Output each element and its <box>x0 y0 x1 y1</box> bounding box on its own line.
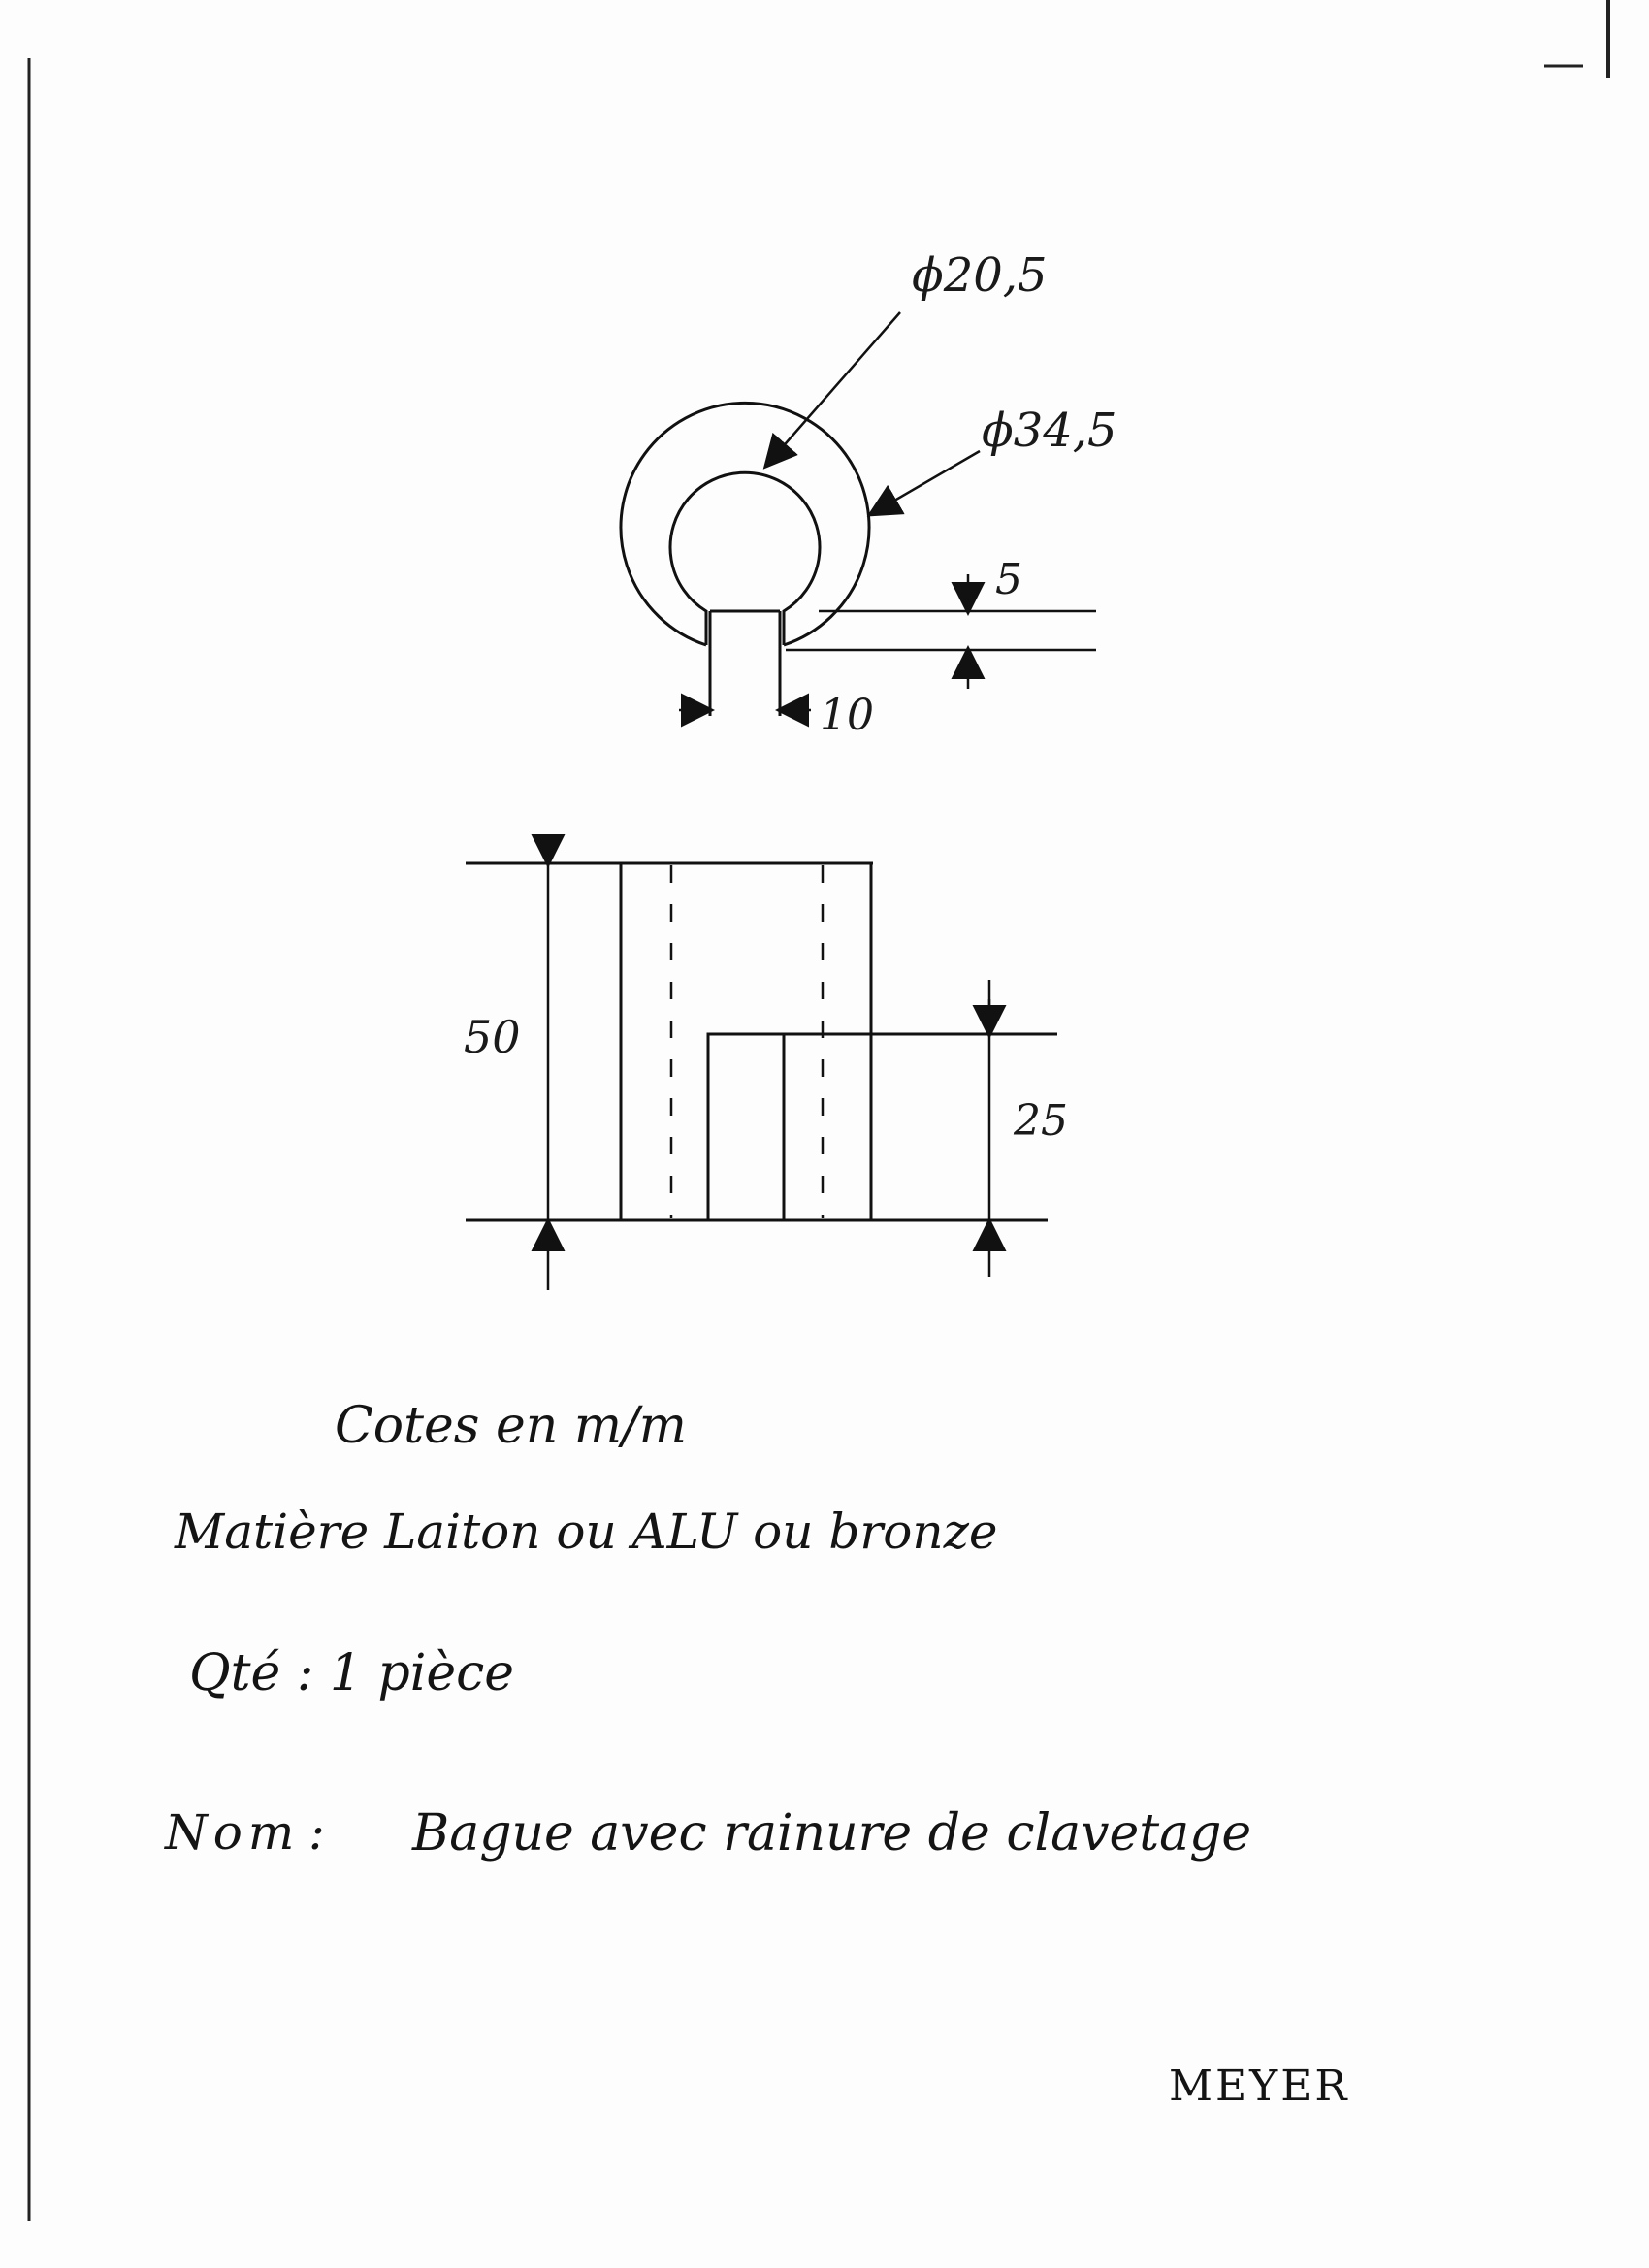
name-colon: : <box>308 1804 325 1861</box>
signature: MEYER <box>1169 2061 1350 2111</box>
keyway-height-label: 25 <box>1014 1096 1068 1146</box>
part-name: Bague avec rainure de clavetage <box>412 1804 1252 1863</box>
height-label: 50 <box>464 1011 521 1063</box>
quantity-note: Qté : 1 pièce <box>189 1644 515 1702</box>
keyway-depth-label: 5 <box>995 555 1022 604</box>
name-label: Nom <box>165 1804 301 1861</box>
outer-diameter-label: ϕ34,5 <box>982 404 1117 458</box>
side-view <box>466 863 1057 1220</box>
outer-ring-outline <box>621 403 869 645</box>
keyway-slot <box>708 1034 784 1220</box>
units-note: Cotes en m/m <box>335 1397 687 1455</box>
inner-diameter-label: ϕ20,5 <box>912 248 1048 303</box>
keyway-width-label: 10 <box>820 691 874 740</box>
outer-diameter-leader <box>871 451 980 514</box>
material-note: Matière Laiton ou ALU ou bronze <box>175 1504 998 1560</box>
keyway-depth-dimension <box>786 574 1096 689</box>
inner-diameter-leader <box>766 312 900 466</box>
inner-ring-outline <box>670 472 820 645</box>
top-view <box>621 403 869 716</box>
